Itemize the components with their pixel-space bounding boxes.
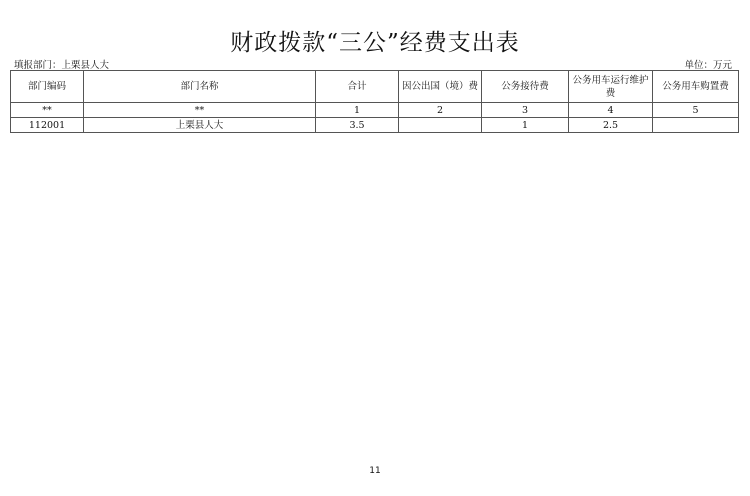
table-row [11,118,739,133]
index-cell: 1 [316,103,399,118]
header-dept-code: 部门编码 [11,71,84,103]
expense-table [10,70,739,133]
unit-label: 单位：万元 [684,60,732,71]
header-overseas: 因公出国（境）费 [399,71,482,103]
page-title: 财政拨款“三公”经费支出表 [230,30,520,56]
header-total: 合计 [316,71,399,103]
cell-overseas [399,118,482,133]
page-number: 11 [369,466,381,476]
index-cell: 4 [569,103,653,118]
index-cell: ** [84,103,316,118]
cell-total: 3.5 [316,118,399,133]
header-row [11,71,739,103]
cell-vehicle-purchase [653,118,739,133]
header-vehicle-purchase: 公务用车购置费 [653,71,739,103]
cell-dept-name: 上栗县人大 [84,118,316,133]
index-cell: 3 [482,103,569,118]
header-reception: 公务接待费 [482,71,569,103]
header-vehicle-operation: 公务用车运行维护费 [569,71,653,103]
index-cell: 2 [399,103,482,118]
header-dept-name: 部门名称 [84,71,316,103]
index-cell: 5 [653,103,739,118]
cell-reception: 1 [482,118,569,133]
index-row [11,103,739,118]
cell-dept-code: 112001 [11,118,84,133]
cell-vehicle-operation: 2.5 [569,118,653,133]
reporting-department: 填报部门：上栗县人大 [14,60,110,71]
index-cell: ** [11,103,84,118]
